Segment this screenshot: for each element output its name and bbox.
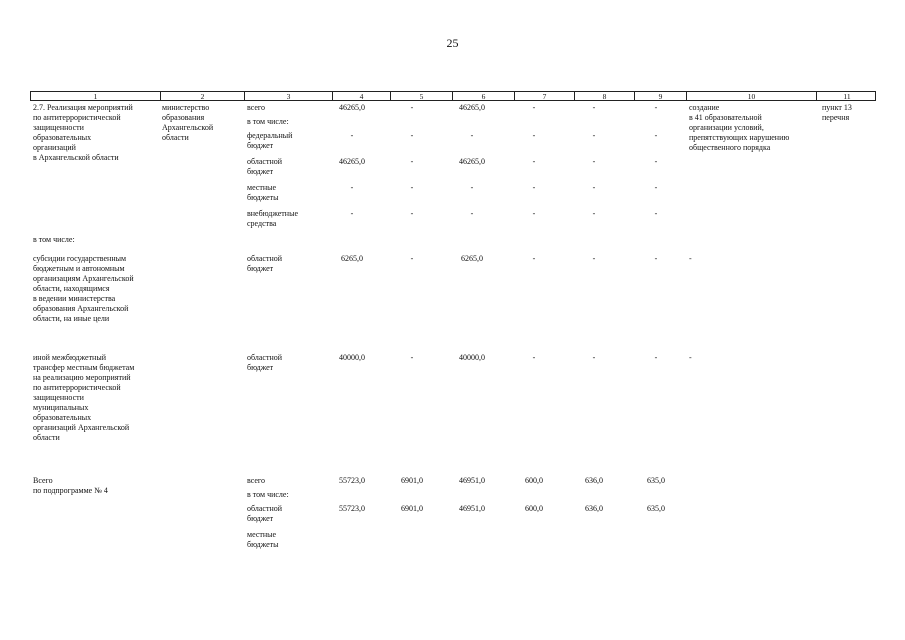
value-cell: - — [350, 183, 354, 192]
value-cell: - — [410, 103, 414, 112]
value-cell: 40000,0 — [459, 353, 485, 362]
value-cell: 636,0 — [585, 476, 603, 485]
funding-source: в том числе: — [247, 117, 289, 126]
value-cell: - — [470, 209, 474, 218]
value-cell: - — [592, 103, 596, 112]
value-cell: 46951,0 — [459, 504, 485, 513]
value-cell: - — [654, 131, 658, 140]
funding-source: всего — [247, 476, 266, 485]
col-header-11: 11 — [843, 92, 851, 101]
value-cell: - — [689, 353, 692, 362]
col-header-9: 9 — [635, 92, 687, 100]
value-cell: - — [532, 183, 536, 192]
value-cell: - — [654, 353, 658, 362]
value-cell: 46265,0 — [339, 103, 365, 112]
column-number-header — [30, 91, 876, 101]
value-cell: - — [532, 131, 536, 140]
activity-list-reference: пункт 13 перечня — [822, 103, 852, 122]
funding-source: местные бюджеты — [247, 183, 279, 202]
value-cell: - — [592, 209, 596, 218]
value-cell: 46951,0 — [459, 476, 485, 485]
value-cell: - — [532, 103, 536, 112]
value-cell: 55723,0 — [339, 504, 365, 513]
value-cell: - — [350, 131, 354, 140]
col-header-1: 1 — [31, 92, 161, 100]
funding-source: областной бюджет — [247, 353, 283, 372]
value-cell: - — [654, 103, 658, 112]
value-cell: 6901,0 — [401, 504, 423, 513]
value-cell: 55723,0 — [339, 476, 365, 485]
value-cell: - — [592, 157, 596, 166]
activity-executor: министерство образования Архангельской области — [162, 103, 214, 142]
value-cell: - — [654, 183, 658, 192]
total-title: Всего по подпрограмме № 4 — [33, 476, 108, 495]
value-cell: - — [410, 254, 414, 263]
col-header-5: 5 — [391, 92, 453, 100]
value-cell: 40000,0 — [339, 353, 365, 362]
value-cell: - — [532, 254, 536, 263]
value-cell: 46265,0 — [459, 103, 485, 112]
subsidy-title: субсидии государственным бюджетным и автономным организациям Архангельской области, находящимся в ведении министерства образования Архангельской области, на иные цели — [33, 254, 134, 323]
value-cell: - — [532, 353, 536, 362]
value-cell: - — [654, 254, 658, 263]
value-cell: - — [592, 183, 596, 192]
col-header-7: 7 — [515, 92, 575, 100]
value-cell: 636,0 — [585, 504, 603, 513]
value-cell: 600,0 — [525, 504, 543, 513]
value-cell: 6265,0 — [341, 254, 363, 263]
value-cell: - — [350, 209, 354, 218]
funding-source: областной бюджет — [247, 254, 283, 273]
col-header-4: 4 — [333, 92, 391, 100]
value-cell: - — [410, 183, 414, 192]
value-cell: - — [470, 183, 474, 192]
page-number: 25 — [446, 36, 459, 50]
activity-title: 2.7. Реализация мероприятий по антитеррористической защищенности образовательных организаций в Архангельской области — [33, 103, 133, 162]
value-cell: 635,0 — [647, 504, 665, 513]
value-cell: - — [470, 131, 474, 140]
value-cell: - — [654, 157, 658, 166]
value-cell: 46265,0 — [339, 157, 365, 166]
value-cell: - — [592, 254, 596, 263]
value-cell: - — [592, 353, 596, 362]
value-cell: 600,0 — [525, 476, 543, 485]
col-header-2: 2 — [161, 92, 245, 100]
funding-source: областной бюджет — [247, 157, 283, 176]
value-cell: - — [654, 209, 658, 218]
value-cell: - — [410, 209, 414, 218]
value-cell: - — [410, 353, 414, 362]
value-cell: - — [532, 209, 536, 218]
value-cell: 46265,0 — [459, 157, 485, 166]
funding-source: в том числе: — [247, 490, 289, 499]
value-cell: 6901,0 — [401, 476, 423, 485]
col-header-8: 8 — [575, 92, 635, 100]
value-cell: - — [410, 131, 414, 140]
col-header-6: 6 — [453, 92, 515, 100]
transfer-title: иной межбюджетный трансфер местным бюджетам на реализацию мероприятий по антитеррористической защищенности муниципальных образовательных организаций Архангельской области — [33, 353, 135, 442]
value-cell: - — [410, 157, 414, 166]
value-cell: - — [689, 254, 692, 263]
activity-result: создание в 41 образовательной организации условий, препятствующих нарушению общественного порядка — [689, 103, 790, 152]
value-cell: - — [532, 157, 536, 166]
funding-source: местные бюджеты — [247, 530, 279, 549]
including-label: в том числе: — [33, 235, 75, 244]
funding-source: внебюджетные средства — [247, 209, 298, 228]
funding-source: областной бюджет — [247, 504, 283, 523]
funding-source: всего — [247, 103, 266, 112]
value-cell: - — [592, 131, 596, 140]
value-cell: 635,0 — [647, 476, 665, 485]
funding-source: федеральный бюджет — [247, 131, 293, 150]
col-header-10: 10 — [687, 92, 817, 100]
value-cell: 6265,0 — [461, 254, 483, 263]
col-header-3: 3 — [245, 92, 333, 100]
